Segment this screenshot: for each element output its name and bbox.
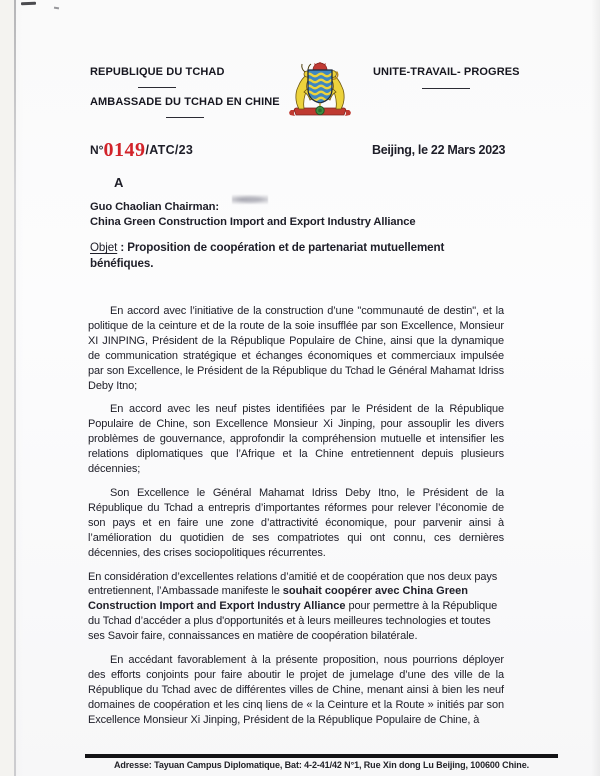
recipient-name: Guo Chaolian Chairman: — [90, 201, 219, 213]
scan-corner-mark — [21, 2, 36, 6]
rule-divider — [138, 87, 176, 88]
letter-body — [88, 304, 504, 737]
rule-divider — [166, 117, 204, 118]
paragraph-4 — [88, 570, 504, 645]
rule-divider — [422, 88, 470, 89]
paragraph-4-text: En considération d’excellentes relations d’amitié et de coopération que nos deux pays entretiennent, l’Ambassade manifeste le — [88, 570, 498, 598]
recipient-block — [90, 200, 416, 229]
footer-address: Adresse: Tayuan Campus Diplomatique, Bat: 4-2-41/42 N°1, Rue Xin dong Lu Beijing, 100600 Chine. — [113, 760, 530, 770]
paragraph-1: En accord avec l’initiative de la construction d’une "communauté de destin", et la politique de la ceinture et de la route de la soie insufflée par son Excellence, Monsieur XI JINPING, Président de la République Populaire de Chine, ainsi que la dynamique de communication stratégique et échanges économiques et commerciaux impulsée par son Excellence, le Président de la République du Tchad le Général Mahamat Idriss Deby Itno; — [88, 305, 504, 392]
paragraph-3: Son Excellence le Général Mahamat Idriss Deby Itno, le Président de la République du Tchad a entrepris d’importantes réformes pour relever l’économie de son pays et en faire une zone d’attractivité économique, pour parvenir ainsi à l’amélioration du quotidien de ses compatriotes qui ont connu, ces dernières décennies, des crises sociopolitiques récurrentes. — [88, 486, 504, 559]
reference-prefix: N° — [90, 143, 104, 157]
reference-number: 0149 — [103, 139, 146, 161]
shield — [306, 70, 336, 103]
recipient-organization: China Green Construction Import and Export Industry Alliance — [90, 215, 416, 228]
country-title: REPUBLIQUE DU TCHAD — [90, 66, 225, 78]
medal-order — [316, 103, 324, 115]
subject-separator: : — [117, 241, 128, 254]
motto-title: UNITE-TRAVAIL- PROGRES — [373, 66, 520, 78]
subject-line — [90, 240, 510, 272]
crest-sun — [313, 62, 327, 70]
paragraph-4-text-cont: pour permettre à la République du Tchad d’accéder a plus d'opportunités et à leurs meilleures technologies et toutes ses Savoir faire, connaissances en matière de coopération bilatérale. — [88, 600, 498, 643]
subject-label: Objet — [90, 241, 118, 254]
paragraph-5: En accédant favorablement à la présente proposition, nous pourrions déployer des efforts conjoints pour faire aboutir le projet de jumelage d’une des ville de la République du Tchad avec de différentes villes de Chine, menant ainsi à bien les neuf domaines de coopération et les cinq liens de « la Ceinture et la Route » initiés par son Excellence Monsieur Xi Jinping, Président de la République Populaire de Chine, à — [88, 654, 504, 726]
embassy-title: AMBASSADE DU TCHAD EN CHINE — [90, 96, 280, 108]
chad-coat-of-arms-emblem — [283, 59, 357, 123]
subject-text: Proposition de coopération et de partenariat mutuellement bénéfiques. — [90, 241, 445, 270]
scan-speck-mark — [54, 7, 59, 10]
salutation-letter: A — [114, 175, 124, 190]
footer-divider-line — [85, 754, 558, 758]
scan-edge-strip — [0, 0, 14, 776]
letterhead-left — [90, 66, 280, 126]
reference-number-block — [90, 139, 193, 162]
paragraph-4-organization-bold: souhait coopérer avec China Green Construction Import and Export Industry Alliance — [88, 585, 468, 613]
paragraph-2: En accord avec les neuf pistes identifiées par le Président de la République Populaire de Chine, son Excellence Monsieur Xi Jinping, pour assouplir les divers problèmes de gouvernance, approfondir la compréhension mutuelle et intensifier les relations diplomatiques que l’Afrique et la Chine entretiennent depuis plusieurs décennies; — [88, 403, 504, 476]
scan-edge-line — [14, 0, 16, 776]
reference-suffix: /ATC/23 — [145, 143, 194, 157]
date-line: Beijing, le 22 Mars 2023 — [372, 143, 506, 157]
letterhead-right — [373, 66, 520, 97]
